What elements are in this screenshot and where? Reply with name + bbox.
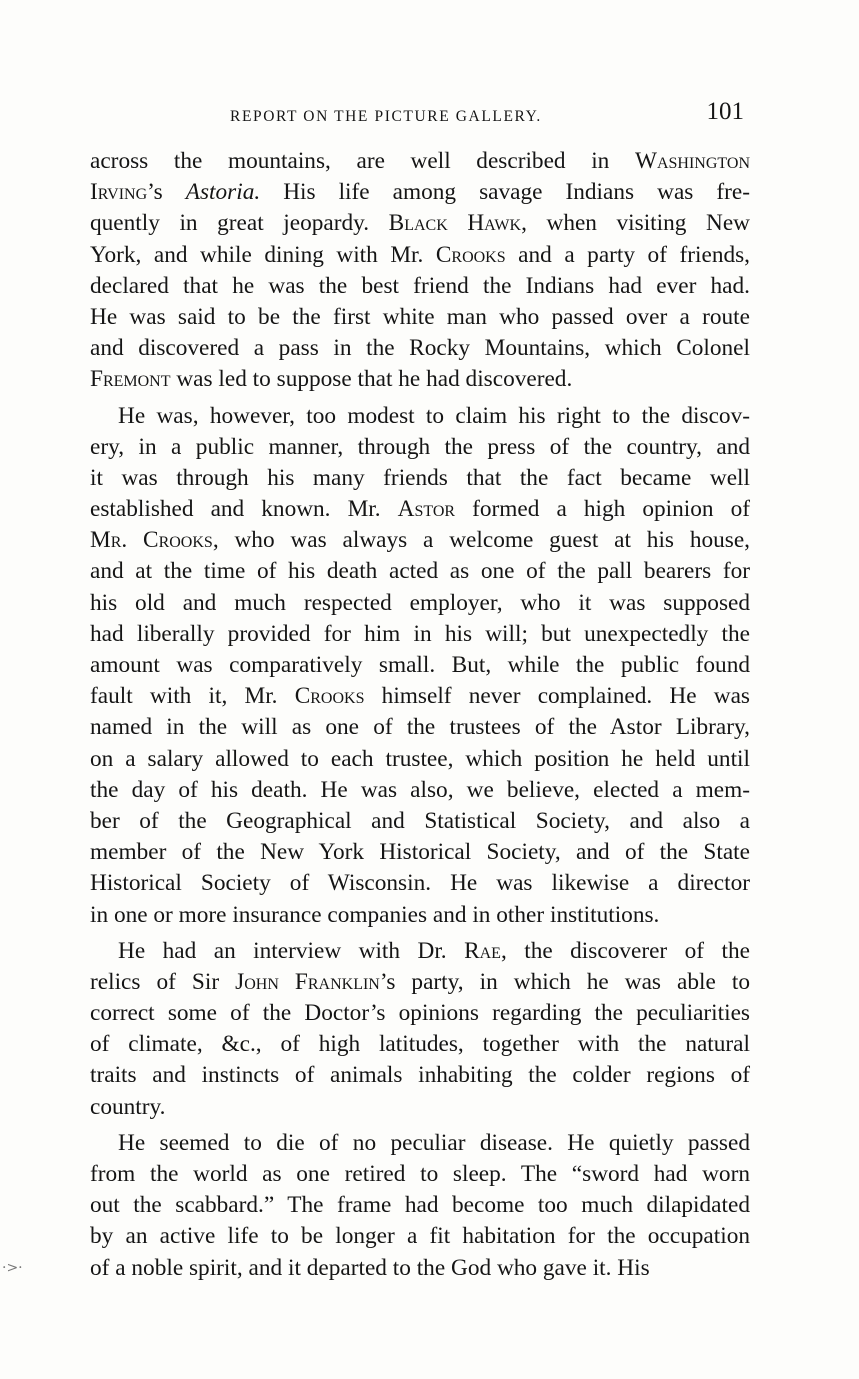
text-run: ’s party, in which he was able to (379, 968, 750, 995)
small-caps-name: Black Hawk (388, 210, 522, 237)
text-line (90, 271, 750, 302)
text-line (90, 333, 750, 364)
text-run: it was through his many friends that the fact became well (90, 464, 750, 491)
text-line (90, 868, 750, 899)
text-run: on a salary allowed to each trustee, which position he held until (90, 745, 750, 772)
text-line (90, 1253, 750, 1284)
small-caps-name: Crooks (294, 683, 365, 710)
small-caps-name: John Franklin (235, 968, 380, 995)
text-line (90, 588, 750, 619)
text-line (90, 463, 750, 494)
text-run: and at the time of his death acted as one of the pall bearers for (90, 558, 750, 585)
text-run: fault with it, Mr. (90, 683, 295, 710)
paragraph (90, 401, 750, 931)
text-line (90, 712, 750, 743)
text-run: , when visiting New (521, 210, 750, 237)
paragraph (90, 936, 750, 1123)
text-run: He was said to be the first white man who passed over a route (90, 303, 750, 330)
text-run: correct some of the Doctor’s opinions regarding the peculiarities (90, 1000, 750, 1027)
text-run: country. (90, 1093, 166, 1120)
margin-mark: ·>· (2, 1260, 23, 1276)
text-line (90, 208, 750, 239)
text-line (90, 681, 750, 712)
small-caps-name: Mr. Crooks (90, 527, 213, 554)
text-line (90, 837, 750, 868)
text-run: established and known. Mr. (90, 496, 398, 523)
text-run: quently in great jeopardy. (90, 210, 389, 237)
text-run: was led to suppose that he had discovered. (170, 366, 573, 393)
text-run: He had an interview with Dr. (118, 937, 465, 964)
text-run: from the world as one retired to sleep. The “sword had worn (90, 1161, 750, 1187)
text-run: had liberally provided for him in his will; but unexpectedly the (90, 620, 750, 647)
text-run: the day of his death. He was also, we believe, elected a mem- (90, 776, 750, 803)
page-header (90, 100, 750, 134)
page-number: 101 (706, 98, 744, 125)
text-run: ery, in a public manner, through the press of the country, and (90, 433, 750, 460)
text-line (90, 967, 750, 998)
text-run: He was, however, too modest to claim his right to the discov- (118, 402, 750, 429)
running-head: REPORT ON THE PICTURE GALLERY. (230, 108, 542, 125)
text-line (90, 302, 750, 333)
text-line (90, 556, 750, 587)
body-text (90, 146, 750, 1284)
text-run: Historical Society of Wisconsin. He was likewise a director (90, 870, 750, 897)
text-run: named in the will as one of the trustees of the Astor Library, (90, 714, 750, 741)
text-line (90, 775, 750, 806)
text-line (90, 1060, 750, 1091)
text-line (90, 525, 750, 556)
paragraph (90, 146, 750, 396)
text-run: and discovered a pass in the Rocky Mountains, which Colonel (90, 335, 750, 362)
small-caps-name: Rae (464, 937, 501, 964)
text-line (90, 744, 750, 775)
small-caps-name: Crooks (435, 241, 506, 268)
text-run: ’s (147, 179, 186, 206)
text-run: traits and instincts of animals inhabiting the colder regions of (90, 1062, 750, 1089)
text-run: His life among savage Indians was fre- (260, 179, 750, 206)
text-run: out the scabbard.” The frame had become too much dilapidated (90, 1192, 750, 1219)
paragraph (90, 1128, 750, 1284)
small-caps-name: Fremont (90, 366, 171, 393)
text-run: York, and while dining with Mr. (90, 241, 436, 268)
text-line (90, 177, 750, 208)
text-run: relics of Sir (90, 968, 236, 995)
text-run: He seemed to die of no peculiar disease. He quietly passed (118, 1129, 750, 1156)
text-run: , who was always a welcome guest at his house, (212, 527, 750, 554)
text-line (90, 900, 750, 931)
text-run: across the mountains, are well described in (90, 148, 635, 174)
text-line (90, 1221, 750, 1252)
text-run: by an active life to be longer a fit habitation for the occupation (90, 1223, 750, 1250)
text-run: his old and much respected employer, who it was supposed (90, 589, 750, 616)
text-line (90, 1159, 750, 1190)
text-run: and a party of friends, (505, 241, 751, 268)
text-run: of a noble spirit, and it departed to the God who gave it. His (90, 1254, 650, 1281)
text-run: in one or more insurance companies and in other institutions. (90, 901, 660, 928)
text-line (90, 1190, 750, 1221)
text-line (90, 650, 750, 681)
small-caps-name: Irving (90, 179, 148, 206)
text-line (90, 998, 750, 1029)
text-line (90, 936, 750, 967)
text-run: , the discoverer of the (500, 937, 750, 964)
text-line (90, 619, 750, 650)
italic-title: Astoria. (185, 179, 261, 206)
small-caps-name: Astor (397, 496, 456, 523)
text-run: of climate, &c., of high latitudes, together with the natural (90, 1031, 750, 1058)
text-run: formed a high opinion of (455, 496, 750, 523)
small-caps-name: Washington (634, 148, 750, 174)
text-line (90, 494, 750, 525)
text-line (90, 240, 750, 271)
text-line (90, 1029, 750, 1060)
text-line (90, 146, 750, 177)
text-run: ber of the Geographical and Statistical Society, and also a (90, 807, 750, 834)
text-line (90, 1128, 750, 1159)
text-line (90, 401, 750, 432)
text-run: amount was comparatively small. But, while the public found (90, 652, 750, 678)
text-line (90, 364, 750, 395)
text-run: declared that he was the best friend the Indians had ever had. (90, 272, 750, 299)
text-line (90, 1092, 750, 1123)
text-line (90, 806, 750, 837)
text-run: himself never complained. He was (364, 683, 750, 710)
text-run: member of the New York Historical Society, and of the State (90, 839, 750, 866)
text-line (90, 432, 750, 463)
